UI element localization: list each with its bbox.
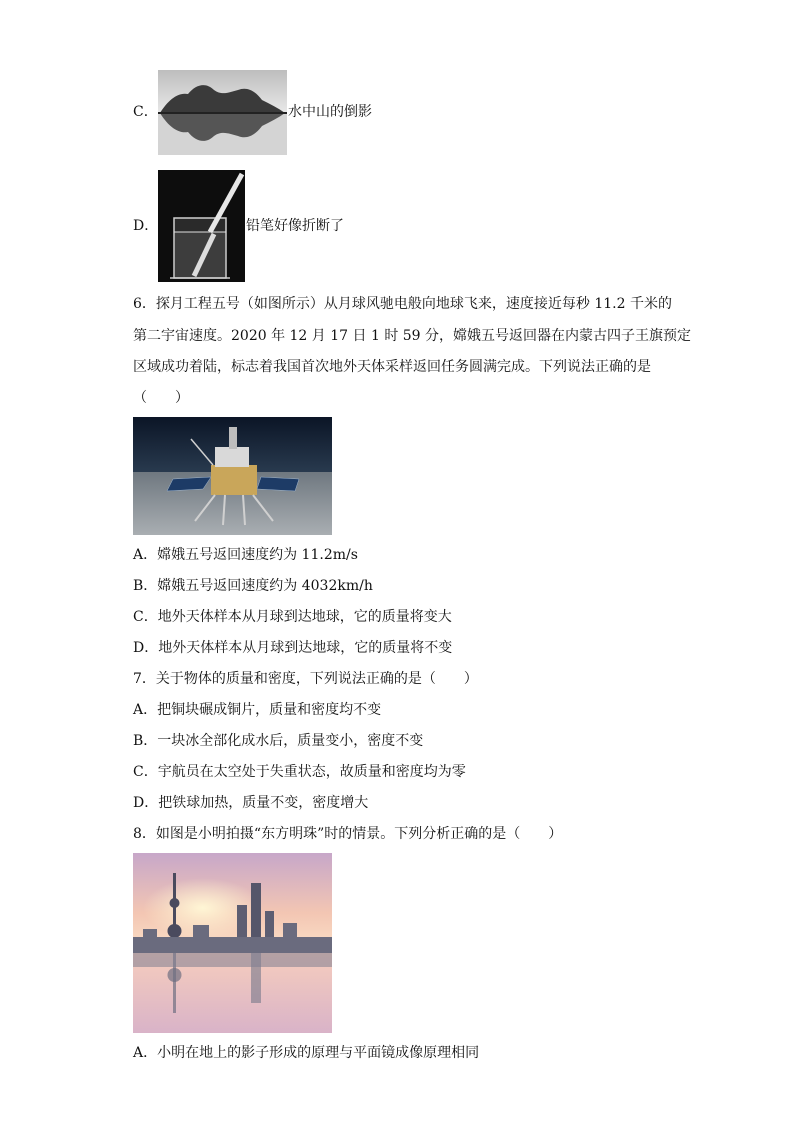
q5-option-c-text: 水中山的倒影 [288, 104, 372, 120]
q7-stem: 7．关于物体的质量和密度，下列说法正确的是（ ） [133, 671, 478, 687]
change5-lander-image [133, 417, 332, 535]
q6-stem-line-2: 第二宇宙速度。2020 年 12 月 17 日 1 时 59 分，嫦娥五号返回器在内蒙古四子王旗预定 [133, 328, 692, 344]
q5-option-d-text: 铅笔好像折断了 [246, 218, 344, 234]
q6-option-b: B．嫦娥五号返回速度约为 4032km/h [133, 578, 373, 594]
q6-stem-line-1: 6．探月工程五号（如图所示）从月球风驰电般向地球飞来，速度接近每秒 11.2 千米的 [133, 296, 672, 312]
q6-stem-line-4: （ ） [133, 390, 189, 406]
q6-option-c: C．地外天体样本从月球到达地球，它的质量将变大 [133, 609, 452, 625]
q7-option-b: B．一块冰全部化成水后，质量变小，密度不变 [133, 733, 424, 749]
q7-option-a: A．把铜块碾成铜片，质量和密度均不变 [133, 702, 382, 718]
q5-option-d-letter: D． [133, 218, 159, 234]
mountain-reflection-image [158, 70, 287, 155]
q7-option-c: C．宇航员在太空处于失重状态，故质量和密度均为零 [133, 764, 466, 780]
pencil-in-beaker-image [158, 170, 245, 282]
q8-option-a: A．小明在地上的影子形成的原理与平面镜成像原理相同 [133, 1045, 480, 1061]
q6-stem-line-3: 区域成功着陆，标志着我国首次地外天体采样返回任务圆满完成。下列说法正确的是 [133, 359, 651, 375]
q8-stem: 8．如图是小明拍摄“东方明珠”时的情景。下列分析正确的是（ ） [133, 826, 563, 842]
q7-option-d: D．把铁球加热，质量不变，密度增大 [133, 795, 369, 811]
q5-option-c-letter: C． [133, 104, 158, 120]
q6-option-a: A．嫦娥五号返回速度约为 11.2m/s [133, 547, 358, 563]
oriental-pearl-tower-image [133, 853, 332, 1033]
q6-option-d: D．地外天体样本从月球到达地球，它的质量将不变 [133, 640, 453, 656]
